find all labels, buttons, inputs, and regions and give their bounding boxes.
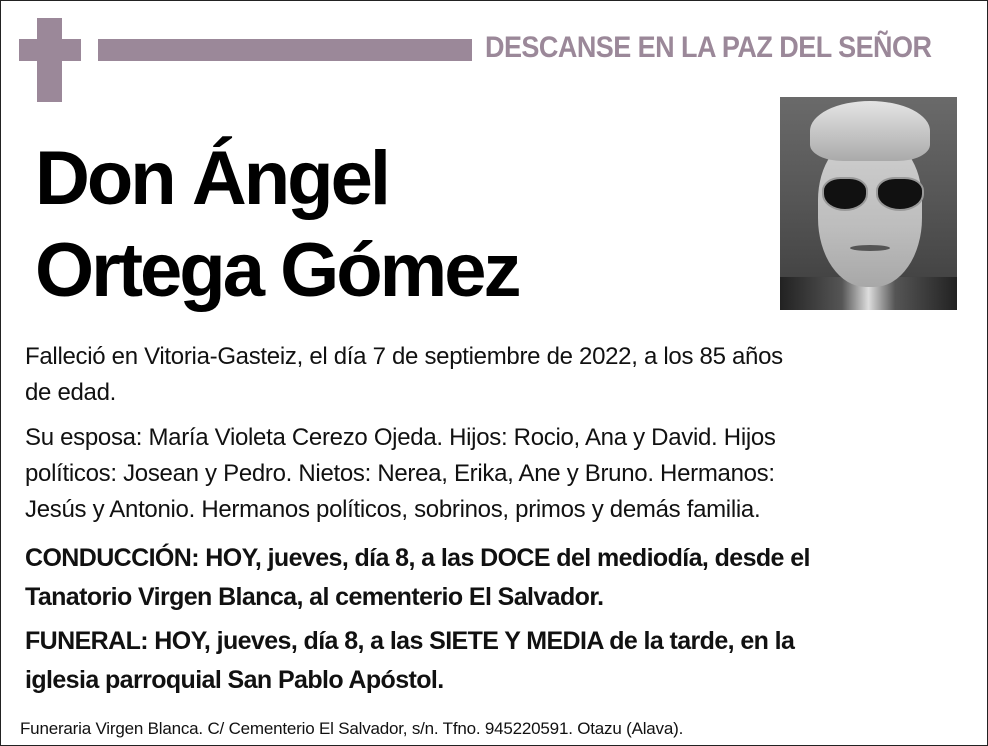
funeral-line: iglesia parroquial San Pablo Apóstol. xyxy=(25,666,444,694)
photo-hair xyxy=(810,101,930,161)
family-line: políticos: Josean y Pedro. Nietos: Nerea, Erika, Ane y Bruno. Hermanos: xyxy=(25,460,775,487)
deceased-name-line1: Don Ángel xyxy=(35,136,388,221)
death-notice-line: Falleció en Vitoria-Gasteiz, el día 7 de septiembre de 2022, a los 85 años xyxy=(25,343,783,370)
photo-sunglasses-right xyxy=(876,177,924,211)
deceased-name-line2: Ortega Gómez xyxy=(35,228,519,313)
cross-icon-arm xyxy=(19,39,81,61)
photo-mouth xyxy=(850,245,890,251)
funeral-paragraph xyxy=(25,622,965,700)
conduccion-line: Tanatorio Virgen Blanca, al cementerio El Salvador. xyxy=(25,583,604,611)
family-line: Jesús y Antonio. Hermanos políticos, sobrinos, primos y demás familia. xyxy=(25,496,761,523)
portrait-photo xyxy=(780,97,957,310)
header-divider-bar xyxy=(98,39,472,61)
header-motto: DESCANSE EN LA PAZ DEL SEÑOR xyxy=(485,31,932,64)
deceased-name xyxy=(35,133,518,317)
family-line: Su esposa: María Violeta Cerezo Ojeda. Hijos: Rocio, Ana y David. Hijos xyxy=(25,424,776,451)
death-notice-paragraph xyxy=(25,339,965,411)
death-notice-line: de edad. xyxy=(25,379,117,406)
photo-sunglasses-left xyxy=(822,177,868,211)
conduccion-line: CONDUCCIÓN: HOY, jueves, día 8, a las DOCE del mediodía, desde el xyxy=(25,544,810,572)
family-paragraph xyxy=(25,420,965,528)
conduccion-paragraph xyxy=(25,539,965,617)
funeral-line: FUNERAL: HOY, jueves, día 8, a las SIETE Y MEDIA de la tarde, en la xyxy=(25,627,795,655)
funeral-home-footer: Funeraria Virgen Blanca. C/ Cementerio El Salvador, s/n. Tfno. 945220591. Otazu (Alava). xyxy=(20,719,684,738)
